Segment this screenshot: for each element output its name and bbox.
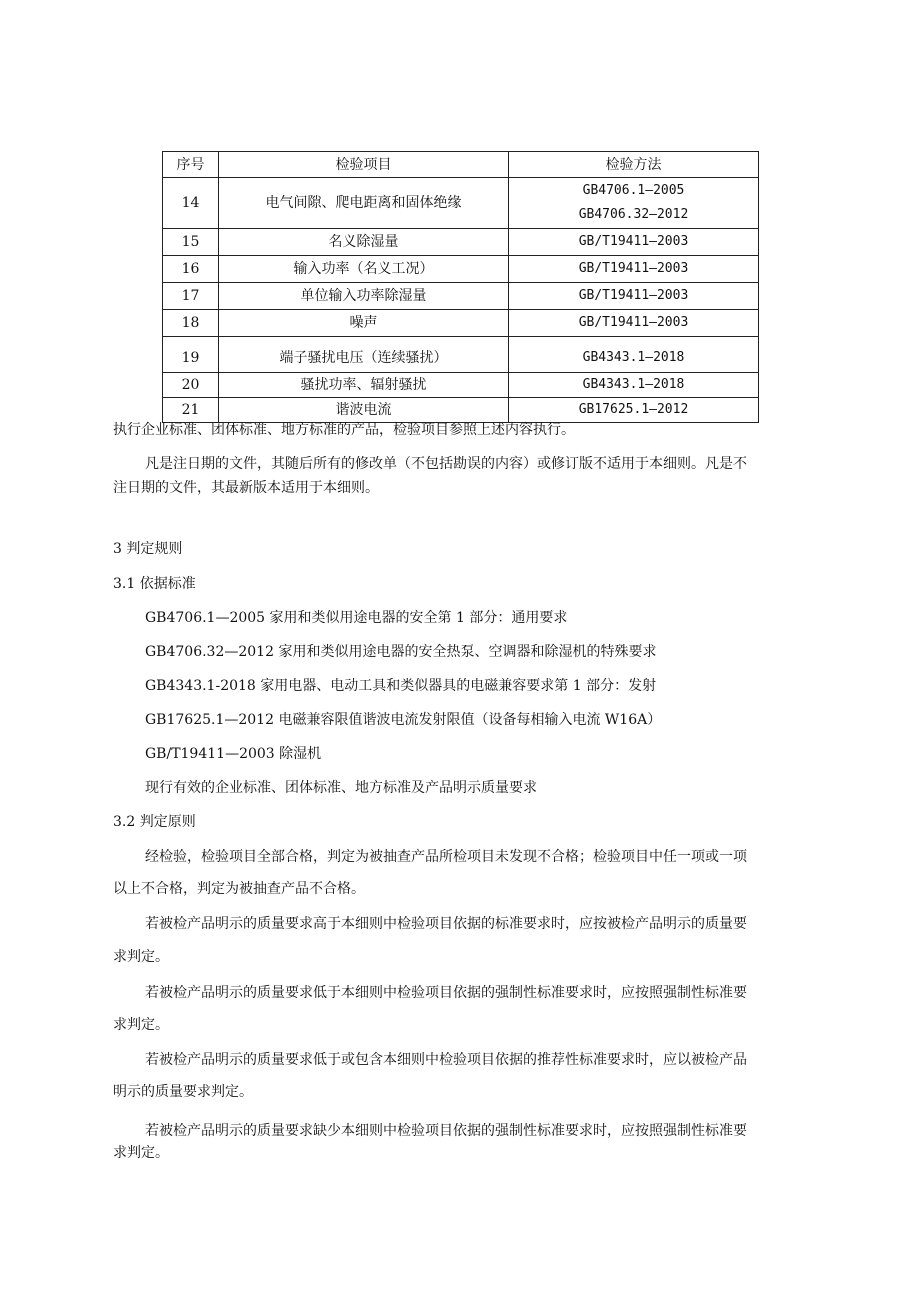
row-no: 19 [163, 337, 219, 373]
principle-paragraph-line: 求判定。 [113, 1145, 169, 1161]
row-no: 15 [163, 229, 219, 256]
standard-item: GB17625.1—2012 电磁兼容限值谐波电流发射限值（设备每相输入电流 W16A） [145, 712, 662, 728]
principle-paragraph-line: 求判定。 [113, 1017, 169, 1033]
table-row [163, 283, 759, 310]
table-row [163, 178, 759, 229]
row-method: GB4343.1—2018 [509, 373, 759, 398]
inspection-table [162, 151, 759, 423]
principle-paragraph-line: 若被检产品明示的质量要求低于本细则中检验项目依据的强制性标准要求时，应按照强制性标准要 [145, 985, 747, 1001]
standard-item: GB4706.32—2012 家用和类似用途电器的安全热泵、空调器和除湿机的特殊要求 [145, 644, 657, 660]
row-no: 21 [163, 398, 219, 423]
row-no: 18 [163, 310, 219, 337]
row-method: GB/T19411—2003 [509, 229, 759, 256]
row-no: 17 [163, 283, 219, 310]
standard-item: GB4706.1—2005 家用和类似用途电器的安全第 1 部分：通用要求 [145, 610, 568, 626]
row-item: 谐波电流 [219, 398, 509, 423]
row-method: GB/T19411—2003 [509, 256, 759, 283]
row-item: 单位输入功率除湿量 [219, 283, 509, 310]
row-item: 骚扰功率、辐射骚扰 [219, 373, 509, 398]
section-3-2-title: 3.2 判定原则 [113, 814, 196, 830]
table-row [163, 337, 759, 373]
table-header-row [163, 152, 759, 178]
row-no: 14 [163, 178, 219, 229]
dated-refs-line: 注日期的文件，其最新版本适用于本细则。 [113, 480, 379, 496]
table-row [163, 373, 759, 398]
standard-item: GB4343.1-2018 家用电器、电动工具和类似器具的电磁兼容要求第 1 部分：发射 [145, 678, 657, 694]
row-method: GB4343.1—2018 [509, 337, 759, 373]
header-no: 序号 [163, 152, 219, 178]
table-row [163, 256, 759, 283]
row-method-line: GB4706.1—2005 [582, 183, 685, 198]
row-item: 噪声 [219, 310, 509, 337]
section-3-1-title: 3.1 依据标准 [113, 576, 196, 592]
row-item: 端子骚扰电压（连续骚扰） [219, 337, 509, 373]
row-item: 名义除湿量 [219, 229, 509, 256]
principle-paragraph-line: 若被检产品明示的质量要求低于或包含本细则中检验项目依据的推荐性标准要求时，应以被检产品 [145, 1052, 747, 1068]
principle-paragraph-line: 以上不合格，判定为被抽查产品不合格。 [113, 881, 365, 897]
principle-paragraph-line: 求判定。 [113, 949, 169, 965]
table-row [163, 310, 759, 337]
header-method: 检验方法 [509, 152, 759, 178]
row-method [509, 178, 759, 229]
table-row [163, 398, 759, 423]
row-item: 输入功率（名义工况） [219, 256, 509, 283]
row-method: GB/T19411—2003 [509, 283, 759, 310]
table-row [163, 229, 759, 256]
row-method: GB/T19411—2003 [509, 310, 759, 337]
row-method-line: GB4706.32—2012 [578, 207, 689, 222]
principle-paragraph-line: 经检验，检验项目全部合格，判定为被抽查产品所检项目未发现不合格；检验项目中任一项或一项 [145, 849, 747, 865]
header-item: 检验项目 [219, 152, 509, 178]
principle-paragraph-line: 若被检产品明示的质量要求缺少本细则中检验项目依据的强制性标准要求时，应按照强制性标准要 [145, 1123, 747, 1139]
dated-refs-line: 凡是注日期的文件，其随后所有的修改单（不包括勘误的内容）或修订版不适用于本细则。凡是不 [145, 456, 747, 472]
principle-paragraph-line: 若被检产品明示的质量要求高于本细则中检验项目依据的标准要求时，应按被检产品明示的质量要 [145, 916, 747, 932]
section-3-title: 3 判定规则 [113, 541, 183, 557]
table-note: 执行企业标准、团体标准、地方标准的产品，检验项目参照上述内容执行。 [113, 422, 575, 438]
standard-item: GB/T19411—2003 除湿机 [145, 746, 322, 762]
row-no: 16 [163, 256, 219, 283]
standard-item: 现行有效的企业标准、团体标准、地方标准及产品明示质量要求 [145, 780, 537, 796]
row-item: 电气间隙、爬电距离和固体绝缘 [219, 178, 509, 229]
principle-paragraph-line: 明示的质量要求判定。 [113, 1084, 253, 1100]
row-method: GB17625.1—2012 [509, 398, 759, 423]
row-no: 20 [163, 373, 219, 398]
